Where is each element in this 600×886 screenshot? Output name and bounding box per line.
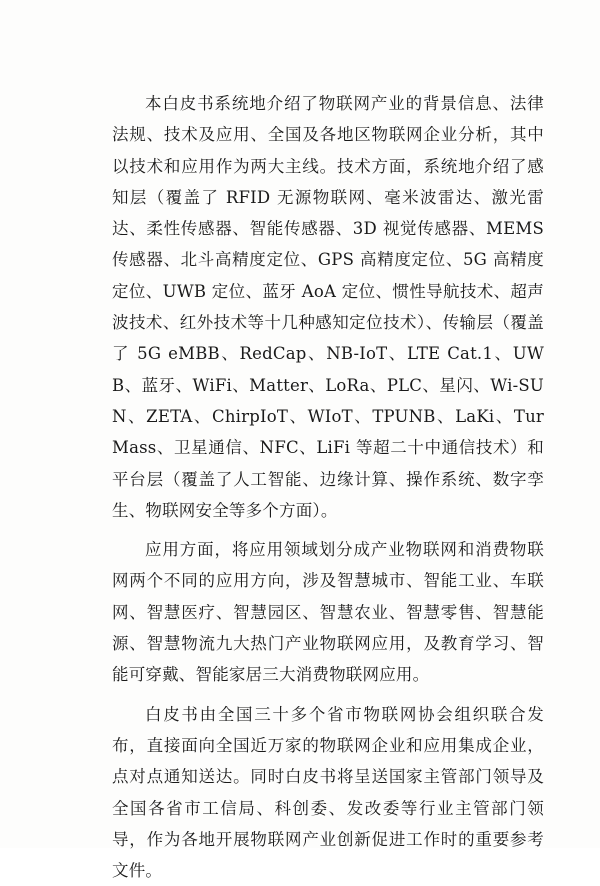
paragraph-applications: 应用方面，将应用领域划分成产业物联网和消费物联网两个不同的应用方向，涉及智慧城市、智能工业、车联网、智慧医疗、智慧园区、智慧农业、智慧零售、智慧能源、智慧物流九大热门产业物联网应用，及教育学习、智能可穿戴、智能家居三大消费物联网应用。	[112, 540, 544, 685]
paragraph-distribution: 白皮书由全国三十多个省市物联网协会组织联合发布，直接面向全国近万家的物联网企业和应用集成企业，点对点通知送达。同时白皮书将呈送国家主管部门领导及全国各省市工信局、科创委、发改委等行业主管部门领导，作为各地开展物联网产业创新促进工作时的重要参考文件。	[112, 704, 544, 881]
paragraph-overview: 本白皮书系统地介绍了物联网产业的背景信息、法律法规、技术及应用、全国及各地区物联网企业分析，其中以技术和应用作为两大主线。技术方面，系统地介绍了感知层（覆盖了 RFID 无源物联网、毫米波雷达、激光雷达、柔性传感器、智能传感器、3D 视觉传感器、MEMS 传感器、北斗高精度定位、GPS 高精度定位、5G 高精度定位、UWB 定位、蓝牙 AoA 定位、惯性导航技术、超声波技术、红外技术等十几种感知定位技术）、传输层（覆盖了 5G eMBB、RedCap、NB-IoT、LTE Cat.1、UWB、蓝牙、WiFi、Matter、LoRa、PLC、星闪、Wi-SUN、ZETA、ChirpIoT、WIoT、TPUNB、LaKi、TurMass、卫星通信、NFC、LiFi 等超二十中通信技术）和平台层（覆盖了人工智能、边缘计算、操作系统、数字孪生、物联网安全等多个方面）。	[112, 94, 544, 520]
document-body	[112, 88, 544, 886]
